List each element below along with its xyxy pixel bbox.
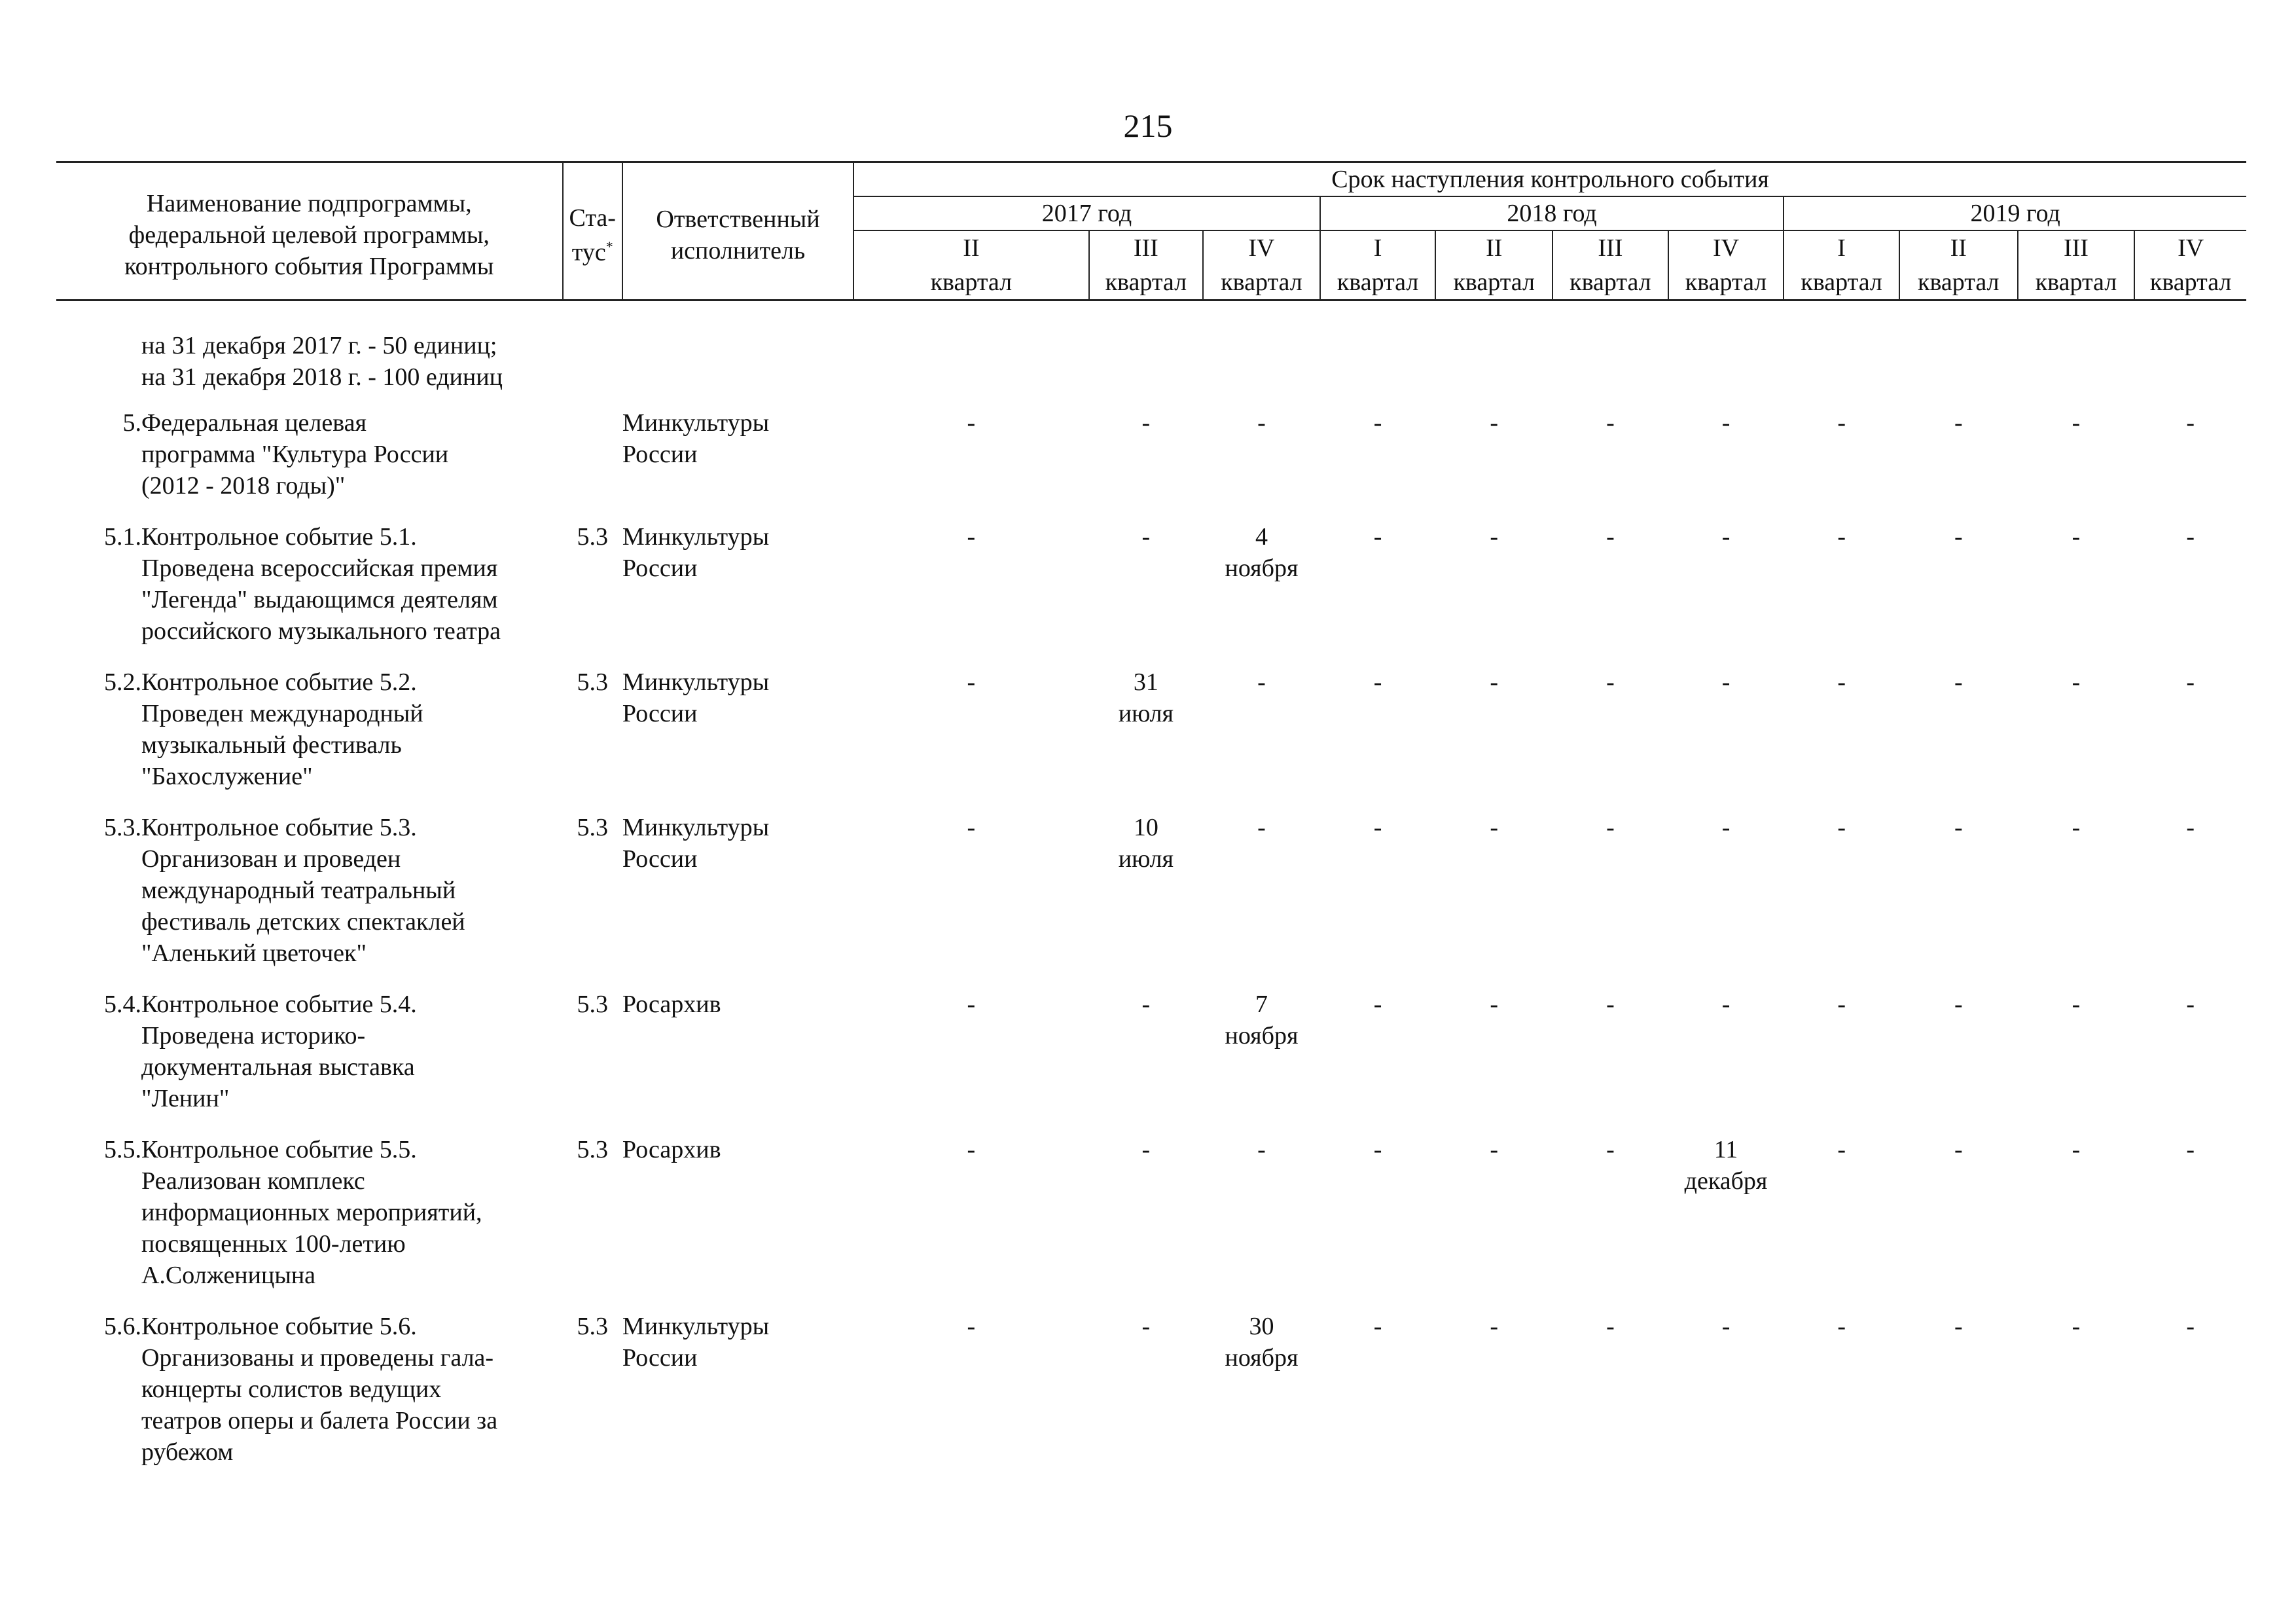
- row-responsible-line: Минкультуры: [622, 668, 770, 696]
- row-quarter-cell: [2134, 666, 2246, 812]
- row-quarter-cell: [1320, 989, 1436, 1134]
- quarter-number: I: [1837, 234, 1846, 262]
- header-status-line: Ста-: [569, 204, 616, 232]
- row-quarter-cell: [1089, 521, 1204, 666]
- quarter-cell-line: -: [2186, 991, 2195, 1018]
- table-row: [56, 666, 2246, 812]
- table-row: [56, 1134, 2246, 1311]
- row-title: [141, 521, 563, 666]
- row-title-line: фестиваль детских спектаклей: [141, 908, 465, 936]
- row-quarter-cell: [1784, 407, 1899, 521]
- quarter-cell-line: -: [1721, 523, 1731, 551]
- quarter-word: квартал: [1918, 268, 2000, 296]
- row-quarter-cell: [1552, 407, 1668, 521]
- row-quarter-cell: [2018, 989, 2135, 1134]
- row-title-line: Реализован комплекс: [141, 1167, 365, 1195]
- header-quarter: [1552, 230, 1668, 301]
- row-title-line: "Ленин": [141, 1085, 230, 1112]
- table-row: [56, 989, 2246, 1134]
- row-title-line: Проведен международный: [141, 700, 423, 727]
- quarter-word: квартал: [2149, 268, 2232, 296]
- quarter-cell-line: -: [2072, 991, 2081, 1018]
- row-title-line: Контрольное событие 5.5.: [141, 1136, 417, 1163]
- quarter-number: III: [2063, 234, 2089, 262]
- row-status: 5.3: [577, 668, 608, 696]
- row-responsible-line: России: [622, 845, 698, 873]
- row-status: 5.3: [577, 991, 608, 1018]
- row-responsible: [622, 521, 853, 666]
- row-title-line: посвященных 100-летию: [141, 1230, 406, 1258]
- quarter-cell-line: -: [1837, 991, 1846, 1018]
- row-title: [141, 1311, 563, 1487]
- quarter-cell-line: -: [1490, 991, 1499, 1018]
- quarter-cell-line: -: [1141, 991, 1151, 1018]
- quarter-cell-line: -: [1721, 409, 1731, 437]
- row-quarter-cell: [853, 407, 1088, 521]
- row-quarter-cell: [1899, 812, 2018, 989]
- quarter-cell-line: -: [1954, 1313, 1963, 1340]
- row-title-line: "Бахослужение": [141, 763, 313, 790]
- quarter-number: IV: [1712, 234, 1740, 262]
- quarter-cell-line: -: [1257, 409, 1266, 437]
- row-quarter-cell: [1552, 521, 1668, 666]
- page-number: 215: [1123, 107, 1173, 144]
- quarter-cell-line: -: [2072, 409, 2081, 437]
- row-responsible-line: России: [622, 700, 698, 727]
- quarter-cell-line: -: [967, 991, 976, 1018]
- row-quarter-cell: [2134, 1311, 2246, 1487]
- header-quarter: [853, 230, 1088, 301]
- table-row: [56, 521, 2246, 666]
- row-title-line: Контрольное событие 5.1.: [141, 523, 417, 551]
- row-responsible-line: Росархив: [622, 1136, 721, 1163]
- row-title-line: российского музыкального театра: [141, 617, 501, 645]
- header-quarter: [1899, 230, 2018, 301]
- row-quarter-cell: [1668, 1134, 1784, 1311]
- row-quarter-cell: [1668, 812, 1784, 989]
- quarter-cell-line: -: [967, 1313, 976, 1340]
- row-quarter-cell: [853, 1134, 1088, 1311]
- row-quarter-cell: [2018, 666, 2135, 812]
- row-responsible-line: Минкультуры: [622, 523, 770, 551]
- row-quarter-cell: [1203, 1311, 1320, 1487]
- quarter-cell-line: -: [1257, 814, 1266, 841]
- row-status: 5.3: [577, 523, 608, 551]
- quarter-cell-line: -: [1373, 814, 1382, 841]
- quarter-cell-line: -: [967, 814, 976, 841]
- row-title-line: Контрольное событие 5.2.: [141, 668, 417, 696]
- row-title: [141, 666, 563, 812]
- header-quarter: [1320, 230, 1436, 301]
- row-quarter-cell: [1552, 666, 1668, 812]
- quarter-cell-line: -: [1257, 1136, 1266, 1163]
- quarter-cell-line: -: [2186, 814, 2195, 841]
- header-name-line: контрольного события Программы: [124, 253, 494, 280]
- header-quarter: [1089, 230, 1204, 301]
- quarter-cell-line: -: [1606, 409, 1615, 437]
- continuation-line: на 31 декабря 2017 г. - 50 единиц;: [141, 332, 497, 359]
- control-events-table: [56, 161, 2246, 1487]
- quarter-cell-line: -: [2072, 814, 2081, 841]
- header-quarter: [2018, 230, 2135, 301]
- quarter-cell-line: -: [2186, 523, 2195, 551]
- row-quarter-cell: [1552, 989, 1668, 1134]
- row-number: 5.3.: [103, 814, 141, 841]
- quarter-cell-line: -: [967, 668, 976, 696]
- row-quarter-cell: [2134, 812, 2246, 989]
- quarter-word: квартал: [2035, 268, 2117, 296]
- quarter-cell-line: -: [1606, 1313, 1615, 1340]
- row-quarter-cell: [1668, 521, 1784, 666]
- row-quarter-cell: [1899, 989, 2018, 1134]
- quarter-cell-line: ноября: [1225, 1344, 1299, 1372]
- row-responsible-line: России: [622, 555, 698, 582]
- header-deadline-title: Срок наступления контрольного события: [853, 162, 2246, 197]
- quarter-cell-line: -: [2072, 1313, 2081, 1340]
- header-responsible-column: [622, 162, 853, 301]
- quarter-cell-line: -: [1721, 991, 1731, 1018]
- quarter-cell-line: -: [1837, 409, 1846, 437]
- row-quarter-cell: [1089, 812, 1204, 989]
- row-quarter-cell: [1435, 989, 1552, 1134]
- footnote-mark: *: [605, 238, 613, 255]
- header-quarter: [1668, 230, 1784, 301]
- row-quarter-cell: [1435, 666, 1552, 812]
- row-quarter-cell: [1320, 812, 1436, 989]
- row-title-line: Контрольное событие 5.3.: [141, 814, 417, 841]
- row-quarter-cell: [2018, 1134, 2135, 1311]
- quarter-cell-line: -: [2186, 409, 2195, 437]
- quarter-cell-line: -: [1141, 409, 1151, 437]
- row-quarter-cell: [1320, 666, 1436, 812]
- quarter-cell-line: -: [1954, 523, 1963, 551]
- row-quarter-cell: [1435, 1311, 1552, 1487]
- row-quarter-cell: [1899, 521, 2018, 666]
- quarter-cell-line: -: [2072, 1136, 2081, 1163]
- row-quarter-cell: [1435, 521, 1552, 666]
- row-title-line: информационных мероприятий,: [141, 1199, 482, 1226]
- quarter-cell-line: декабря: [1684, 1167, 1768, 1195]
- row-quarter-cell: [1435, 1134, 1552, 1311]
- quarter-cell-line: -: [1721, 1313, 1731, 1340]
- header-status-line: тус: [571, 238, 606, 266]
- quarter-cell-line: -: [1837, 1136, 1846, 1163]
- quarter-cell-line: -: [1954, 668, 1963, 696]
- quarter-cell-line: -: [967, 1136, 976, 1163]
- quarter-cell-line: -: [2186, 1136, 2195, 1163]
- row-quarter-cell: [1552, 1311, 1668, 1487]
- row-quarter-cell: [2134, 407, 2246, 521]
- row-quarter-cell: [1203, 812, 1320, 989]
- row-responsible: [622, 812, 853, 989]
- quarter-cell-line: -: [1954, 1136, 1963, 1163]
- quarter-cell-line: -: [1373, 1136, 1382, 1163]
- quarter-cell-line: -: [1606, 814, 1615, 841]
- header-name-line: федеральной целевой программы,: [128, 221, 490, 249]
- row-quarter-cell: [2018, 407, 2135, 521]
- header-year-2019: 2019 год: [1784, 196, 2246, 230]
- row-quarter-cell: [1203, 989, 1320, 1134]
- row-quarter-cell: [1784, 1134, 1899, 1311]
- quarter-cell-line: 4: [1255, 523, 1268, 551]
- row-quarter-cell: [853, 521, 1088, 666]
- row-responsible: [622, 407, 853, 521]
- quarter-number: I: [1373, 234, 1382, 262]
- row-responsible-line: Минкультуры: [622, 1313, 770, 1340]
- row-title-line: Организованы и проведены гала-: [141, 1344, 494, 1372]
- row-quarter-cell: [1899, 666, 2018, 812]
- quarter-cell-line: 7: [1255, 991, 1268, 1018]
- row-quarter-cell: [2134, 989, 2246, 1134]
- row-title-line: "Легенда" выдающимся деятелям: [141, 586, 498, 613]
- row-quarter-cell: [1320, 407, 1436, 521]
- quarter-cell-line: -: [1490, 1136, 1499, 1163]
- quarter-word: квартал: [1801, 268, 1882, 296]
- row-quarter-cell: [1784, 812, 1899, 989]
- header-status-column: [563, 162, 622, 301]
- row-status: 5.3: [577, 814, 608, 841]
- quarter-number: II: [1486, 234, 1503, 262]
- row-number: 5.: [122, 409, 141, 437]
- row-title-line: музыкальный фестиваль: [141, 731, 402, 759]
- quarter-cell-line: -: [1606, 668, 1615, 696]
- header-quarter: [1784, 230, 1899, 301]
- row-quarter-cell: [853, 989, 1088, 1134]
- row-number: 5.5.: [103, 1136, 141, 1163]
- continuation-row: [56, 330, 2246, 407]
- quarter-cell-line: -: [1141, 523, 1151, 551]
- row-quarter-cell: [1784, 666, 1899, 812]
- row-quarter-cell: [1899, 407, 2018, 521]
- row-number: 5.6.: [103, 1313, 141, 1340]
- row-responsible-line: Минкультуры: [622, 814, 770, 841]
- row-quarter-cell: [1320, 521, 1436, 666]
- quarter-cell-line: -: [1373, 523, 1382, 551]
- quarter-cell-line: июля: [1118, 700, 1174, 727]
- quarter-word: квартал: [930, 268, 1013, 296]
- row-quarter-cell: [1784, 521, 1899, 666]
- row-responsible: [622, 989, 853, 1134]
- quarter-cell-line: -: [1954, 814, 1963, 841]
- quarter-number: III: [1133, 234, 1158, 262]
- header-resp-line: исполнитель: [670, 237, 806, 264]
- table-row: [56, 1311, 2246, 1487]
- quarter-cell-line: -: [1490, 668, 1499, 696]
- row-quarter-cell: [1668, 1311, 1784, 1487]
- table-body: [56, 330, 2246, 1487]
- quarter-cell-line: -: [967, 523, 976, 551]
- quarter-number: IV: [1248, 234, 1275, 262]
- row-responsible: [622, 666, 853, 812]
- row-title-line: Проведена историко-: [141, 1022, 366, 1049]
- quarter-cell-line: -: [1490, 523, 1499, 551]
- row-title-line: Организован и проведен: [141, 845, 401, 873]
- row-title-line: международный театральный: [141, 877, 456, 904]
- quarter-cell-line: -: [1837, 814, 1846, 841]
- row-title: [141, 407, 563, 521]
- row-quarter-cell: [1089, 407, 1204, 521]
- row-quarter-cell: [2018, 1311, 2135, 1487]
- quarter-cell-line: -: [1141, 1313, 1151, 1340]
- row-title-line: Контрольное событие 5.4.: [141, 991, 417, 1018]
- quarter-cell-line: -: [1954, 409, 1963, 437]
- row-quarter-cell: [1435, 407, 1552, 521]
- quarter-cell-line: -: [2072, 668, 2081, 696]
- quarter-cell-line: 31: [1133, 668, 1158, 696]
- row-quarter-cell: [1320, 1311, 1436, 1487]
- continuation-line: на 31 декабря 2018 г. - 100 единиц: [141, 363, 503, 391]
- quarter-word: квартал: [1453, 268, 1535, 296]
- header-quarter: [1203, 230, 1320, 301]
- row-quarter-cell: [1203, 521, 1320, 666]
- row-quarter-cell: [1435, 812, 1552, 989]
- quarter-cell-line: -: [1373, 409, 1382, 437]
- quarter-cell-line: -: [1490, 409, 1499, 437]
- row-quarter-cell: [1668, 666, 1784, 812]
- row-quarter-cell: [1203, 407, 1320, 521]
- quarter-cell-line: -: [2072, 523, 2081, 551]
- quarter-cell-line: -: [1606, 1136, 1615, 1163]
- quarter-cell-line: ноября: [1225, 555, 1299, 582]
- row-status: 5.3: [577, 1136, 608, 1163]
- row-title-line: Федеральная целевая: [141, 409, 367, 437]
- row-title-line: Проведена всероссийская премия: [141, 555, 498, 582]
- table-row: [56, 407, 2246, 521]
- quarter-cell-line: -: [1606, 991, 1615, 1018]
- header-year-2017: 2017 год: [853, 196, 1320, 230]
- row-quarter-cell: [1784, 989, 1899, 1134]
- row-number: 5.1.: [103, 523, 141, 551]
- quarter-cell-line: -: [1490, 1313, 1499, 1340]
- header-quarter: [2134, 230, 2246, 301]
- quarter-number: II: [1950, 234, 1967, 262]
- row-quarter-cell: [1320, 1134, 1436, 1311]
- row-title-line: А.Солженицына: [141, 1262, 316, 1289]
- header-resp-line: Ответственный: [656, 206, 820, 233]
- row-responsible-line: Минкультуры: [622, 409, 770, 437]
- quarter-cell-line: -: [967, 409, 976, 437]
- row-title-line: "Аленький цветочек": [141, 939, 367, 967]
- row-quarter-cell: [1668, 407, 1784, 521]
- quarter-word: квартал: [1221, 268, 1302, 296]
- quarter-cell-line: -: [1837, 668, 1846, 696]
- quarter-cell-line: 30: [1249, 1313, 1274, 1340]
- row-responsible-line: Росархив: [622, 991, 721, 1018]
- quarter-word: квартал: [1570, 268, 1651, 296]
- row-quarter-cell: [1899, 1311, 2018, 1487]
- row-quarter-cell: [853, 812, 1088, 989]
- row-quarter-cell: [1668, 989, 1784, 1134]
- quarter-cell-line: -: [1373, 991, 1382, 1018]
- quarter-number: II: [963, 234, 980, 262]
- row-quarter-cell: [1089, 1311, 1204, 1487]
- row-quarter-cell: [853, 1311, 1088, 1487]
- quarter-cell-line: 10: [1133, 814, 1158, 841]
- header-name-column: [56, 162, 563, 301]
- row-title: [141, 812, 563, 989]
- quarter-cell-line: -: [1490, 814, 1499, 841]
- row-title-line: рубежом: [141, 1438, 234, 1466]
- row-number: 5.2.: [103, 668, 141, 696]
- header-name-line: Наименование подпрограммы,: [146, 190, 472, 217]
- row-quarter-cell: [1784, 1311, 1899, 1487]
- row-responsible: [622, 1311, 853, 1487]
- row-quarter-cell: [1089, 666, 1204, 812]
- row-status: 5.3: [577, 1313, 608, 1340]
- row-quarter-cell: [2018, 521, 2135, 666]
- row-status: [563, 407, 622, 521]
- row-quarter-cell: [2134, 521, 2246, 666]
- row-title-line: театров оперы и балета России за: [141, 1407, 498, 1434]
- quarter-cell-line: -: [1837, 523, 1846, 551]
- quarter-cell-line: -: [1721, 668, 1731, 696]
- row-quarter-cell: [1899, 1134, 2018, 1311]
- row-responsible: [622, 1134, 853, 1311]
- row-responsible-line: России: [622, 441, 698, 468]
- quarter-word: квартал: [1105, 268, 1187, 296]
- quarter-cell-line: -: [1721, 814, 1731, 841]
- quarter-cell-line: -: [2186, 1313, 2195, 1340]
- row-title-line: концерты солистов ведущих: [141, 1376, 442, 1403]
- quarter-cell-line: -: [1373, 668, 1382, 696]
- quarter-cell-line: -: [1373, 1313, 1382, 1340]
- quarter-number: IV: [2178, 234, 2204, 262]
- quarter-cell-line: -: [1257, 668, 1266, 696]
- table-header: [56, 161, 2246, 301]
- row-title: [141, 989, 563, 1134]
- row-responsible-line: России: [622, 1344, 698, 1372]
- header-year-2018: 2018 год: [1320, 196, 1784, 230]
- quarter-cell-line: -: [1954, 991, 1963, 1018]
- row-title-line: программа "Культура России: [141, 441, 449, 468]
- quarter-word: квартал: [1336, 268, 1419, 296]
- row-quarter-cell: [1089, 1134, 1204, 1311]
- quarter-cell-line: июля: [1118, 845, 1174, 873]
- quarter-cell-line: -: [2186, 668, 2195, 696]
- row-title-line: Контрольное событие 5.6.: [141, 1313, 417, 1340]
- row-quarter-cell: [1552, 812, 1668, 989]
- row-quarter-cell: [2134, 1134, 2246, 1311]
- row-title-line: документальная выставка: [141, 1053, 415, 1081]
- quarter-cell-line: -: [1606, 523, 1615, 551]
- row-quarter-cell: [2018, 812, 2135, 989]
- row-quarter-cell: [1552, 1134, 1668, 1311]
- row-quarter-cell: [1089, 989, 1204, 1134]
- quarter-cell-line: -: [1837, 1313, 1846, 1340]
- quarter-word: квартал: [1685, 268, 1767, 296]
- header-quarter: [1435, 230, 1552, 301]
- table-row: [56, 812, 2246, 989]
- row-title-line: (2012 - 2018 годы)": [141, 472, 346, 500]
- quarter-cell-line: 11: [1713, 1136, 1738, 1163]
- row-quarter-cell: [853, 666, 1088, 812]
- row-title: [141, 1134, 563, 1311]
- row-quarter-cell: [1203, 1134, 1320, 1311]
- quarter-cell-line: ноября: [1225, 1022, 1299, 1049]
- quarter-number: III: [1598, 234, 1623, 262]
- row-quarter-cell: [1203, 666, 1320, 812]
- row-number: 5.4.: [103, 991, 141, 1018]
- quarter-cell-line: -: [1141, 1136, 1151, 1163]
